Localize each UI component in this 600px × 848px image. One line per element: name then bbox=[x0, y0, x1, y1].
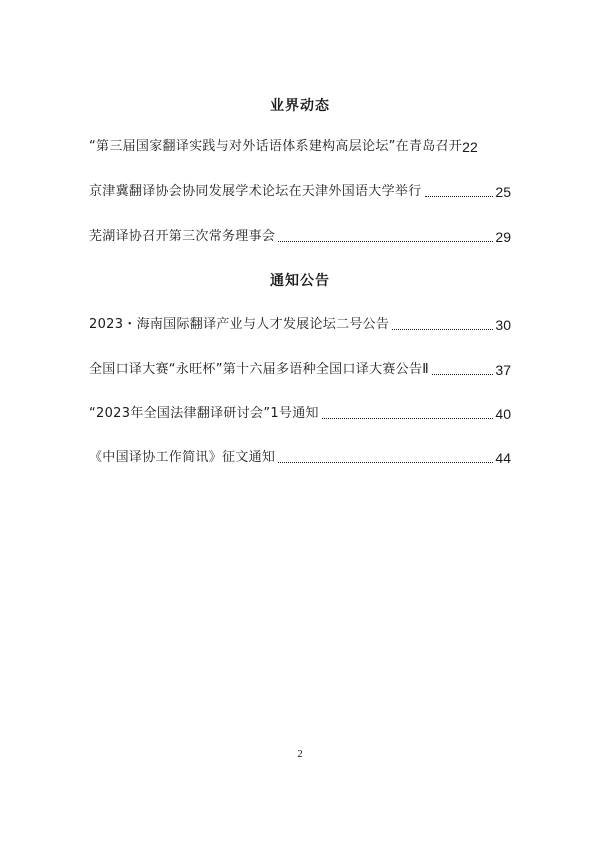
toc-entry-page: 37 bbox=[495, 362, 511, 378]
toc-entry[interactable] bbox=[89, 361, 511, 379]
toc-entry[interactable] bbox=[89, 228, 511, 246]
page-number: 2 bbox=[297, 748, 303, 760]
toc-entry-title: 全国口译大赛“永旺杯”第十六届多语种全国口译大赛公告Ⅱ bbox=[89, 362, 429, 377]
toc-entry[interactable] bbox=[89, 138, 511, 156]
toc-entry-title: “第三届国家翻译实践与对外话语体系建构高层论坛”在青岛召开 bbox=[89, 139, 463, 154]
toc-leader bbox=[278, 241, 493, 242]
toc-entry-title: 京津冀翻译协会协同发展学术论坛在天津外国语大学举行 bbox=[89, 184, 422, 199]
toc-entry-page: 22 bbox=[462, 139, 478, 155]
toc-leader bbox=[425, 196, 494, 197]
toc-entry-page: 40 bbox=[495, 406, 511, 422]
toc-entry[interactable] bbox=[89, 183, 511, 201]
toc-entry-title: “2023年全国法律翻译研讨会”1号通知 bbox=[89, 406, 319, 421]
toc-entry-title: 芜湖译协召开第三次常务理事会 bbox=[89, 229, 276, 244]
toc-leader bbox=[392, 329, 493, 330]
toc-leader bbox=[322, 418, 494, 419]
toc-leader bbox=[278, 462, 493, 463]
toc-entry[interactable] bbox=[89, 449, 511, 467]
toc-entry-title: 《中国译协工作简讯》征文通知 bbox=[89, 450, 276, 465]
toc-entry-page: 44 bbox=[495, 450, 511, 466]
toc-entry-page: 29 bbox=[495, 229, 511, 245]
section-heading-industry-news: 业界动态 bbox=[270, 98, 330, 114]
toc-entry-title: 2023・海南国际翻译产业与人才发展论坛二号公告 bbox=[89, 317, 390, 332]
toc-entry-page: 25 bbox=[495, 184, 511, 200]
toc-leader bbox=[432, 374, 493, 375]
toc-entry[interactable] bbox=[89, 405, 511, 423]
toc-entry[interactable] bbox=[89, 316, 511, 334]
toc-entry-page: 30 bbox=[495, 317, 511, 333]
section-heading-notices: 通知公告 bbox=[270, 273, 330, 289]
